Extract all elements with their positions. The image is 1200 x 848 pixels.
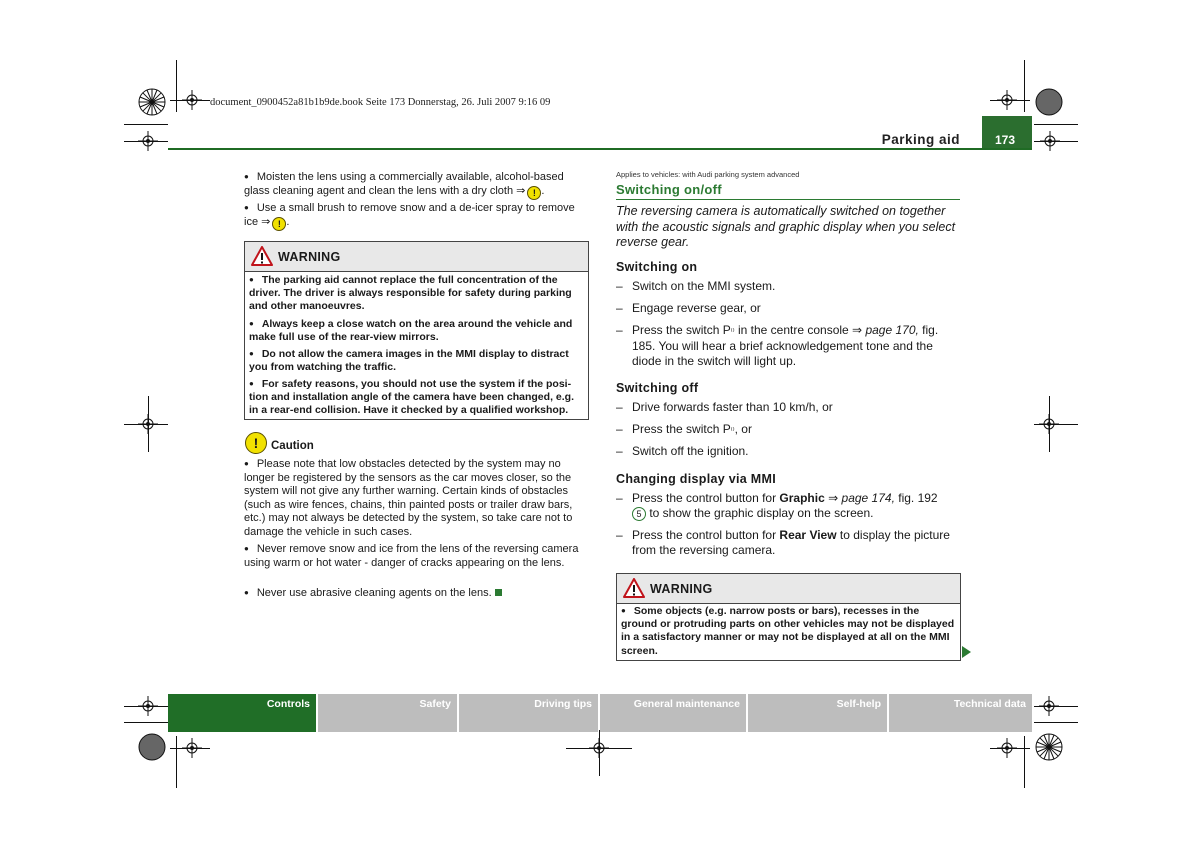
tab-self-help[interactable]: Self-help: [748, 694, 887, 732]
caution-ref-icon: !: [272, 217, 286, 231]
warning-header: [245, 242, 588, 272]
registration-gray-icon: [1034, 87, 1064, 117]
step: – Press the control button for Rear View to display the picture from the reversing camera.: [616, 528, 950, 558]
step-text: in the centre console ⇒: [734, 323, 866, 337]
print-header: document_0900452a81b1b9de.book Seite 173 Donnerstag, 26. Juli 2007 9:16 09: [210, 97, 551, 108]
step-text: to display the picture from the reversing camera.: [632, 528, 950, 558]
warning-triangle-icon: [623, 578, 645, 598]
warning-item: ● Some objects (e.g. narrow posts or bars), recesses in the ground or protruding parts on other vehicles may not be displayed in a satisfactory manner or may not be displayed at all on the MMI screen.: [621, 604, 956, 658]
list-item-text: Use a small brush to remove snow and a de-icer spray to remove ice ⇒: [244, 202, 575, 228]
step-text: ⇒: [824, 491, 842, 505]
step: – Press the switch P⁽⁾, or: [616, 422, 752, 436]
warning-box: [244, 241, 589, 420]
page-link[interactable]: page 170,: [865, 323, 919, 337]
step: – Press the switch P⁽⁾ in the centre console ⇒ page 170, fig. 185. You will hear a brief acknowledgement tone and the diode in the switch will light up.: [616, 323, 939, 369]
subheading-switching-on: Switching on: [616, 260, 698, 274]
step-text: fig. 185. You will hear a brief acknowledgement tone and the diode in the switch will light up.: [632, 323, 939, 369]
caution-item-text: Never use abrasive cleaning agents on the lens.: [256, 587, 492, 599]
warning-item: ● The parking aid cannot replace the full concentration of the driver. The driver is always responsible for safety during parking and other manoeuvres.: [249, 273, 584, 314]
warning-item: ● Always keep a close watch on the area around the vehicle and make full use of the rear-view mirrors.: [249, 317, 584, 344]
step-text: Press the switch P: [632, 422, 731, 436]
intro-text: The reversing camera is automatically switched on together with the acoustic signals and graphic display when you select reverse gear.: [616, 204, 956, 250]
step-text: Switch on the MMI system.: [632, 279, 776, 293]
parking-switch-icon: ⁽⁾: [730, 426, 735, 435]
page-number: 173: [994, 133, 1016, 147]
header-rule: [168, 148, 1032, 150]
continue-arrow-icon: [962, 646, 971, 658]
caution-icon: !: [245, 432, 267, 454]
subheading-switching-off: Switching off: [616, 381, 699, 395]
warning-label: WARNING: [650, 582, 713, 596]
step-text: to show the graphic display on the screen.: [646, 506, 874, 521]
section-heading: Switching on/off: [616, 182, 722, 197]
caution-item: [244, 586, 589, 601]
list-item: ● Moisten the lens using a commercially available, alcohol-based glass cleaning agent and clean the lens with a dry cloth ⇒ ! .: [244, 170, 589, 200]
warning-header: [617, 574, 960, 604]
button-name: Graphic: [779, 491, 825, 505]
warning-box: [616, 573, 961, 661]
list-item: ● Use a small brush to remove snow and a de-icer spray to remove ice ⇒ ! .: [244, 201, 589, 231]
tab-technical-data[interactable]: Technical data: [889, 694, 1032, 732]
crosshair-icon: [1039, 414, 1059, 434]
warning-item: ● For safety reasons, you should not use the system if the posi-tion and installation angle of the camera have been changed, e.g. in a rear-end collision. Have it checked by a qualified workshop.: [249, 377, 584, 418]
step-text: Press the control button for: [632, 528, 780, 542]
step-text: Drive forwards faster than 10 km/h, or: [632, 400, 833, 414]
step: – Press the control button for Graphic ⇒ page 174, fig. 192 5 to show the graphic display on the screen.: [616, 491, 938, 521]
step-text: Press the switch P: [632, 323, 731, 337]
tab-safety[interactable]: Safety: [318, 694, 457, 732]
caution-item: ● Never remove snow and ice from the lens of the reversing camera using warm or hot water - danger of cracks appearing on the lens.: [244, 542, 589, 570]
step-text: Switch off the ignition.: [632, 444, 749, 458]
crosshair-icon: [589, 738, 609, 758]
registration-gray-icon: [137, 732, 167, 762]
crosshair-icon: [138, 414, 158, 434]
caution-label: Caution: [271, 440, 314, 452]
button-name: Rear View: [779, 528, 837, 542]
warning-item: ● Do not allow the camera images in the MMI display to distract you from watching the traffic.: [249, 347, 584, 374]
section-title: Parking aid: [881, 132, 960, 147]
caution-item: ● Please note that low obstacles detected by the system may no longer be registered by the sensors as the car moves closer, so the system will not give any further warning. Certain kinds of obstacles (such as wire fences, chains, thin painted posts or trailer draw bars, etc.) may not always be detected by the system, so take care not to damage the vehicle in such cases.: [244, 457, 589, 540]
tab-general-maintenance[interactable]: General maintenance: [600, 694, 746, 732]
page-link[interactable]: page 174,: [841, 491, 895, 505]
list-item-text: Moisten the lens using a commercially available, alcohol-based glass cleaning agent and clean the lens with a dry cloth ⇒: [244, 171, 564, 197]
subheading-changing-display: Changing display via MMI: [616, 472, 776, 486]
warning-triangle-icon: [251, 246, 273, 266]
registration-star-icon: [1034, 732, 1064, 762]
step-text: Engage reverse gear, or: [632, 301, 761, 315]
registration-star-icon: [137, 87, 167, 117]
parking-switch-icon: ⁽⁾: [730, 327, 735, 336]
callout-number: 5: [632, 507, 646, 521]
caution-ref-icon: !: [527, 186, 541, 200]
footer-tabs: [168, 694, 1032, 732]
end-mark-icon: [495, 589, 502, 596]
step: – Switch on the MMI system.: [616, 279, 776, 293]
tab-driving-tips[interactable]: Driving tips: [459, 694, 598, 732]
step: – Switch off the ignition.: [616, 444, 749, 458]
applies-note: Applies to vehicles: with Audi parking system advanced: [616, 170, 800, 179]
step-text: , or: [734, 422, 752, 436]
warning-label: WARNING: [278, 250, 341, 264]
step: – Drive forwards faster than 10 km/h, or: [616, 400, 833, 414]
step-text: Press the control button for: [632, 491, 780, 505]
heading-rule: [616, 199, 960, 200]
step-text: fig. 192: [894, 491, 938, 505]
step: – Engage reverse gear, or: [616, 301, 761, 315]
tab-controls[interactable]: Controls: [168, 694, 316, 732]
